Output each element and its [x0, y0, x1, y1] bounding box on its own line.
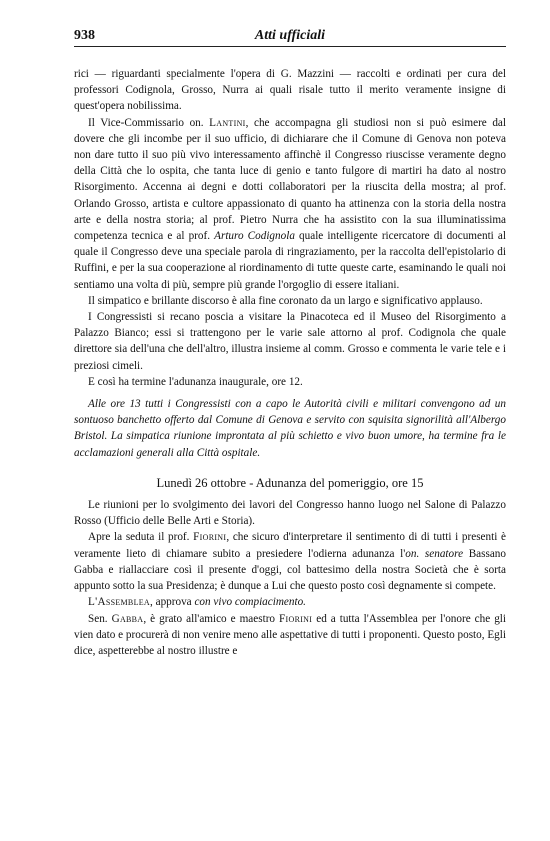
paragraph-continuation: rici — riguardanti specialmente l'opera di G. Mazzini — raccolti e ordinati per cura del professori Codignola, Grosso, Nurra ai quali risale tutto il merito veramente insigne di quest'opera nobilissima. — [74, 68, 506, 113]
page-header — [74, 26, 506, 47]
running-title: Atti ufficiali — [254, 28, 326, 43]
speaker-name: L'Assemblea — [88, 596, 151, 609]
paragraph-opening: Apre la seduta il prof. Fiorini, che sicuro d'interpretare il sentimento di di tutti i presenti è veramente lieto di chiamare subito a presiedere l'odierna adunanza l'on. senatore Bassano Gabba e riallacciare così il presente d'oggi, col battesimo della nostra Società che è sorta appunto sotto la sua Presidenza; è dunque a Lui che questo posto così degnamente si compete. — [74, 531, 506, 593]
section-heading: Lunedì 26 ottobre - Adunanza del pomeriggio, ore 15 — [156, 475, 424, 490]
speaker-name: Gabba — [111, 612, 144, 625]
speaker-name: Lantini — [209, 116, 246, 129]
speaker-name: Fiorini — [193, 531, 227, 544]
person-name: Fiorini — [279, 612, 313, 625]
paragraph-applause: Il simpatico e brillante discorso è alla fine coronato da un largo e significativo applauso. — [88, 294, 483, 307]
paragraph-closing: E così ha termine l'adunanza inaugurale, ore 12. — [88, 375, 303, 388]
paragraph-banquet: Alle ore 13 tutti i Congressisti con a capo le Autorità civili e militari convengono ad un sontuoso banchetto offerto dal Comune di Genova e servito con squisita signorilità all'Albergo Bristol. La simpatica riunione improntata al più schietto e vivo buon umore, ha termine fra le acclamazioni generali alla Città ospitale. — [74, 398, 506, 459]
page-number: 938 — [74, 28, 95, 43]
body-text — [74, 66, 506, 659]
paragraph-meetings: Le riunioni per lo svolgimento dei lavori del Congresso hanno luogo nel Salone di Palazzo Rosso (Ufficio delle Belle Arti e Storia). — [74, 499, 506, 528]
paragraph-vice-commissario: Il Vice-Commissario on. Lantini, che accompagna gli studiosi non si può esimere dal dovere che gli incombe per il suo ufficio, di dichiarare che il Comune di Genova non poteva non dare tutto il suo più vivo interessamento affinchè il Congresso riuscisse veramente degno della Città che lo ospita, che tanta luce di genio e tanto fulgore di martiri ha dato al nostro Risorgimento. Accenna ai degni e dotti collaboratori per la riuscita della mostra; al prof. Orlando Grosso, artista e cultore appassionato di quanto ha attinenza con la storia della nostra arte e della nostra storia; al prof. Pietro Nurra che ha assistito con la sua illuminatissima competenza tecnica e al prof. Arturo Codignola quale intelligente ricercatore di documenti al quale il Congresso deve una speciale parola di ringraziamento, per la raccolta dell'epistolario di Ruffini, e per la sua cooperazione al riordinamento di tutte queste carte, esaminando le quali noi sentiamo una volta di più, sempre più grande l'orgoglio di essere italiani. — [74, 116, 506, 291]
paragraph-visit: I Congressisti si recano poscia a visitare la Pinacoteca ed il Museo del Risorgimento a Palazzo Bianco; essi si trattengono per le varie sale attorno al prof. Codignola che quale direttore sia dell'una che dell'altro, illustra insieme al comm. Grosso e commenta le varie tele e i preziosi cimeli. — [74, 311, 506, 372]
paragraph-assembly: L'Assemblea, approva con vivo compiacimento. — [88, 596, 306, 609]
paragraph-gabba: Sen. Gabba, è grato all'amico e maestro Fiorini ed a tutta l'Assemblea per l'onore che gli vien dato e procurerà di non venire meno alle aspettative di tutti i proponenti. Questo posto, Egli dice, aspetterebbe al nostro illustre e — [74, 612, 507, 657]
person-name: Arturo Codignola — [214, 230, 295, 243]
